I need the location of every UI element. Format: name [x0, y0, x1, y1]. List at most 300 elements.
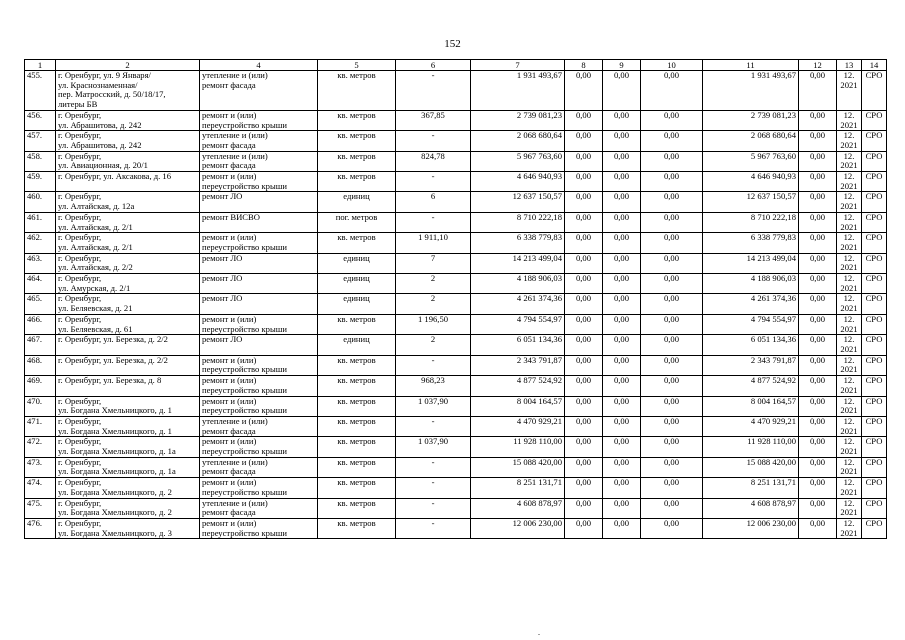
budget-region-cell: 0,00	[603, 253, 641, 273]
row-number: 466.	[25, 314, 56, 334]
total-cost-cell: 4 608 878,97	[471, 498, 565, 518]
work-type-cell-line: ремонт ВИСВО	[202, 212, 260, 222]
owners-funds-cell: 2 068 680,64	[703, 131, 799, 151]
deadline-cell-line: 2021	[840, 384, 858, 395]
address-cell	[56, 192, 200, 212]
table-row	[25, 416, 887, 436]
deadline-cell	[837, 376, 862, 396]
quantity-cell: -	[396, 71, 471, 111]
row-number: 467.	[25, 335, 56, 355]
deadline-cell-line: 12.	[843, 191, 855, 202]
total-cost-cell: 4 261 374,36	[471, 294, 565, 314]
row-number: 456.	[25, 110, 56, 130]
work-type-cell-line: ремонт ЛО	[202, 273, 243, 284]
owners-funds-cell: 4 794 554,97	[703, 314, 799, 334]
quantity-cell: -	[396, 172, 471, 192]
deadline-cell-line: 12.	[843, 477, 855, 488]
other-funds-cell: 0,00	[799, 478, 837, 498]
address-cell	[56, 233, 200, 253]
fund-cell: 0,00	[565, 151, 603, 171]
unit-cell: кв. метров	[318, 131, 396, 151]
other-funds-cell: 0,00	[799, 172, 837, 192]
deadline-cell-line: 2021	[840, 323, 858, 334]
column-number: 11	[703, 60, 799, 71]
owners-funds-cell: 1 931 493,67	[703, 71, 799, 111]
budget-region-cell: 0,00	[603, 110, 641, 130]
owners-funds-cell: 4 188 906,03	[703, 274, 799, 294]
deadline-cell	[837, 478, 862, 498]
budget-local-cell: 0,00	[641, 498, 703, 518]
owners-funds-cell: 8 004 164,57	[703, 396, 799, 416]
other-funds-cell: 0,00	[799, 416, 837, 436]
deadline-cell	[837, 172, 862, 192]
budget-local-cell: 0,00	[641, 396, 703, 416]
budget-local-cell: 0,00	[641, 110, 703, 130]
other-funds-cell: 0,00	[799, 274, 837, 294]
total-cost-cell: 2 068 680,64	[471, 131, 565, 151]
fund-cell: 0,00	[565, 71, 603, 111]
budget-region-cell: 0,00	[603, 457, 641, 477]
deadline-cell-line: 12.	[843, 396, 855, 406]
budget-region-cell: 0,00	[603, 274, 641, 294]
unit-cell: единиц	[318, 274, 396, 294]
address-cell-line: г. Оренбург,	[58, 212, 102, 222]
column-number: 7	[471, 60, 565, 71]
deadline-cell-line: 2021	[840, 425, 858, 436]
other-funds-cell: 0,00	[799, 335, 837, 355]
address-cell-line: г. Оренбург,	[58, 457, 102, 467]
address-cell-line: ул. Алтайская, д. 2/2	[58, 262, 133, 273]
method-cell: СРО	[862, 335, 887, 355]
total-cost-cell: 6 338 779,83	[471, 233, 565, 253]
deadline-cell-line: 12.	[843, 436, 855, 447]
budget-region-cell: 0,00	[603, 396, 641, 416]
total-cost-cell: 6 051 134,36	[471, 335, 565, 355]
deadline-cell-line: 2021	[840, 241, 858, 252]
work-type-cell-line: ремонт и (или)	[202, 110, 257, 120]
unit-cell: кв. метров	[318, 498, 396, 518]
deadline-cell	[837, 396, 862, 416]
table-row	[25, 233, 887, 253]
deadline-cell-line: 2021	[840, 405, 858, 416]
work-type-cell	[200, 416, 318, 436]
address-cell-line: ул. Богдана Хмельницкого, д. 1а	[58, 466, 176, 477]
page-number: 152	[444, 38, 461, 50]
work-type-cell-line: переустройство крыши	[202, 446, 287, 457]
work-type-cell-line: утепление и (или)	[202, 70, 268, 80]
address-cell	[56, 71, 200, 111]
other-funds-cell: 0,00	[799, 131, 837, 151]
row-number: 462.	[25, 233, 56, 253]
deadline-cell	[837, 416, 862, 436]
address-cell-line: г. Оренбург,	[58, 273, 102, 284]
deadline-cell-line: 12.	[843, 334, 855, 345]
address-cell-line: г. Оренбург,	[58, 314, 102, 324]
address-cell	[56, 253, 200, 273]
quantity-cell: 1 037,90	[396, 437, 471, 457]
fund-cell: 0,00	[565, 498, 603, 518]
deadline-cell-line: 2021	[840, 180, 858, 191]
owners-funds-cell: 4 877 524,92	[703, 376, 799, 396]
address-cell-line: ул. Авиационная, д. 20/1	[58, 160, 148, 171]
work-type-cell-line: ремонт и (или)	[202, 477, 257, 488]
deadline-cell-line: 12.	[843, 110, 855, 120]
deadline-cell	[837, 335, 862, 355]
work-type-cell-line: переустройство крыши	[202, 323, 287, 334]
total-cost-cell: 4 470 929,21	[471, 416, 565, 436]
row-number: 458.	[25, 151, 56, 171]
address-cell-line: г. Оренбург,	[58, 232, 102, 243]
quantity-cell: -	[396, 212, 471, 232]
row-number: 475.	[25, 498, 56, 518]
work-type-cell-line: ремонт и (или)	[202, 436, 257, 447]
budget-region-cell: 0,00	[603, 437, 641, 457]
fund-cell: 0,00	[565, 396, 603, 416]
unit-cell: единиц	[318, 294, 396, 314]
budget-local-cell: 0,00	[641, 172, 703, 192]
budget-region-cell: 0,00	[603, 314, 641, 334]
fund-cell: 0,00	[565, 274, 603, 294]
other-funds-cell: 0,00	[799, 71, 837, 111]
owners-funds-cell: 8 251 131,71	[703, 478, 799, 498]
owners-funds-cell: 15 088 420,00	[703, 457, 799, 477]
address-cell-line: г. Оренбург,	[58, 293, 102, 304]
method-cell: СРО	[862, 274, 887, 294]
other-funds-cell: 0,00	[799, 376, 837, 396]
work-type-cell	[200, 396, 318, 416]
unit-cell: кв. метров	[318, 233, 396, 253]
method-cell: СРО	[862, 192, 887, 212]
budget-local-cell: 0,00	[641, 71, 703, 111]
table-row	[25, 335, 887, 355]
fund-cell: 0,00	[565, 172, 603, 192]
address-cell-line: ул. Краснознаменная/	[58, 79, 138, 90]
deadline-cell	[837, 437, 862, 457]
work-type-cell-line: ремонт ЛО	[202, 253, 243, 263]
work-type-cell-line: утепление и (или)	[202, 498, 268, 508]
quantity-cell: 2	[396, 294, 471, 314]
budget-local-cell: 0,00	[641, 294, 703, 314]
deadline-cell-line: 12.	[843, 273, 855, 284]
work-type-cell-line: ремонт и (или)	[202, 171, 257, 182]
unit-cell: кв. метров	[318, 457, 396, 477]
budget-local-cell: 0,00	[641, 314, 703, 334]
table-row	[25, 274, 887, 294]
quantity-cell: 824,78	[396, 151, 471, 171]
unit-cell: кв. метров	[318, 478, 396, 498]
table-row	[25, 253, 887, 273]
work-type-cell-line: переустройство крыши	[202, 405, 287, 416]
row-number: 461.	[25, 212, 56, 232]
work-type-cell-line: ремонт фасада	[202, 425, 256, 436]
deadline-cell	[837, 294, 862, 314]
work-type-cell	[200, 110, 318, 130]
owners-funds-cell: 2 739 081,23	[703, 110, 799, 130]
unit-cell: кв. метров	[318, 172, 396, 192]
address-cell-line: ул. Богдана Хмельницкого, д. 1	[58, 405, 172, 416]
address-cell-line: г. Оренбург,	[58, 253, 102, 263]
table-row	[25, 478, 887, 498]
address-cell	[56, 294, 200, 314]
address-cell-line: г. Оренбург,	[58, 396, 102, 406]
address-cell-line: ул. Абрашитова, д. 242	[58, 139, 142, 150]
quantity-cell: -	[396, 457, 471, 477]
method-cell: СРО	[862, 151, 887, 171]
address-cell-line: г. Оренбург,	[58, 477, 102, 488]
work-type-cell-line: утепление и (или)	[202, 151, 268, 161]
deadline-cell	[837, 192, 862, 212]
column-number: 10	[641, 60, 703, 71]
fund-cell: 0,00	[565, 131, 603, 151]
table-body	[25, 60, 887, 539]
deadline-cell	[837, 457, 862, 477]
work-type-cell	[200, 457, 318, 477]
budget-local-cell: 0,00	[641, 457, 703, 477]
total-cost-cell: 12 637 150,57	[471, 192, 565, 212]
quantity-cell: 6	[396, 192, 471, 212]
column-number: 9	[603, 60, 641, 71]
quantity-cell: 1 911,10	[396, 233, 471, 253]
address-cell-line: ул. Богдана Хмельницкого, д. 2	[58, 486, 172, 497]
owners-funds-cell: 14 213 499,04	[703, 253, 799, 273]
column-number: 8	[565, 60, 603, 71]
deadline-cell-line: 2021	[840, 466, 858, 477]
budget-local-cell: 0,00	[641, 233, 703, 253]
table-row	[25, 294, 887, 314]
quantity-cell: 7	[396, 253, 471, 273]
work-type-cell	[200, 253, 318, 273]
work-type-cell	[200, 212, 318, 232]
deadline-cell-line: 2021	[840, 139, 858, 150]
fund-cell: 0,00	[565, 335, 603, 355]
unit-cell: кв. метров	[318, 355, 396, 375]
method-cell: СРО	[862, 437, 887, 457]
deadline-cell-line: 12.	[843, 416, 855, 426]
owners-funds-cell: 8 710 222,18	[703, 212, 799, 232]
unit-cell: единиц	[318, 192, 396, 212]
table-row	[25, 110, 887, 130]
row-number: 457.	[25, 131, 56, 151]
work-type-cell-line: переустройство крыши	[202, 180, 287, 191]
deadline-cell-line: 2021	[840, 119, 858, 130]
budget-region-cell: 0,00	[603, 518, 641, 538]
table-row	[25, 131, 887, 151]
capital-repair-table	[24, 59, 887, 539]
address-cell	[56, 314, 200, 334]
deadline-cell	[837, 71, 862, 111]
table-row	[25, 376, 887, 396]
table-row	[25, 457, 887, 477]
quantity-cell: -	[396, 478, 471, 498]
fund-cell: 0,00	[565, 212, 603, 232]
method-cell: СРО	[862, 498, 887, 518]
deadline-cell-line: 2021	[840, 527, 858, 538]
quantity-cell: 1 196,50	[396, 314, 471, 334]
work-type-cell	[200, 314, 318, 334]
address-cell	[56, 437, 200, 457]
address-cell-line: ул. Беляевская, д. 21	[58, 303, 133, 314]
address-cell-line: г. Оренбург,	[58, 498, 102, 508]
unit-cell: кв. метров	[318, 416, 396, 436]
row-number: 474.	[25, 478, 56, 498]
address-cell	[56, 151, 200, 171]
column-number: 6	[396, 60, 471, 71]
address-cell	[56, 110, 200, 130]
unit-cell: кв. метров	[318, 396, 396, 416]
work-type-cell-line: ремонт фасада	[202, 160, 256, 171]
address-cell-line: г. Оренбург, ул. Березка, д. 2/2	[58, 334, 168, 345]
other-funds-cell: 0,00	[799, 437, 837, 457]
method-cell: СРО	[862, 396, 887, 416]
deadline-cell-line: 2021	[840, 343, 858, 354]
deadline-cell-line: 12.	[843, 130, 855, 141]
owners-funds-cell: 6 051 134,36	[703, 335, 799, 355]
work-type-cell-line: переустройство крыши	[202, 364, 287, 375]
total-cost-cell: 1 931 493,67	[471, 71, 565, 111]
address-cell-line: г. Оренбург,	[58, 110, 102, 120]
unit-cell: единиц	[318, 335, 396, 355]
work-type-cell-line: ремонт и (или)	[202, 518, 257, 528]
work-type-cell	[200, 131, 318, 151]
table-row	[25, 437, 887, 457]
quantity-cell: 2	[396, 274, 471, 294]
quantity-cell: 1 037,90	[396, 396, 471, 416]
address-cell-line: ул. Амурская, д. 2/1	[58, 282, 131, 293]
owners-funds-cell: 6 338 779,83	[703, 233, 799, 253]
budget-region-cell: 0,00	[603, 498, 641, 518]
quantity-cell: 968,23	[396, 376, 471, 396]
deadline-cell-line: 2021	[840, 262, 858, 273]
row-number: 463.	[25, 253, 56, 273]
address-cell-line: г. Оренбург, ул. 9 Января/	[58, 70, 151, 80]
work-type-cell-line: переустройство крыши	[202, 384, 287, 395]
deadline-cell-line: 2021	[840, 303, 858, 314]
address-cell	[56, 498, 200, 518]
other-funds-cell: 0,00	[799, 151, 837, 171]
deadline-cell-line: 12.	[843, 314, 855, 324]
address-cell-line: ул. Богдана Хмельницкого, д. 1	[58, 425, 172, 436]
other-funds-cell: 0,00	[799, 457, 837, 477]
deadline-cell-line: 2021	[840, 160, 858, 171]
method-cell: СРО	[862, 212, 887, 232]
deadline-cell-line: 12.	[843, 253, 855, 263]
row-number: 472.	[25, 437, 56, 457]
unit-cell: кв. метров	[318, 314, 396, 334]
method-cell: СРО	[862, 71, 887, 111]
deadline-cell-line: 2021	[840, 221, 858, 232]
column-number: 1	[25, 60, 56, 71]
deadline-cell-line: 2021	[840, 446, 858, 457]
address-cell-line: ул. Богдана Хмельницкого, д. 3	[58, 527, 172, 538]
total-cost-cell: 4 794 554,97	[471, 314, 565, 334]
budget-local-cell: 0,00	[641, 253, 703, 273]
quantity-cell: -	[396, 518, 471, 538]
address-cell-line: г. Оренбург,	[58, 130, 102, 141]
quantity-cell: 2	[396, 335, 471, 355]
address-cell	[56, 172, 200, 192]
budget-region-cell: 0,00	[603, 212, 641, 232]
budget-local-cell: 0,00	[641, 335, 703, 355]
work-type-cell-line: ремонт фасада	[202, 507, 256, 518]
address-cell-line: литеры БВ	[58, 99, 98, 110]
owners-funds-cell: 5 967 763,60	[703, 151, 799, 171]
row-number: 465.	[25, 294, 56, 314]
total-cost-cell: 8 710 222,18	[471, 212, 565, 232]
deadline-cell-line: 2021	[840, 201, 858, 212]
budget-local-cell: 0,00	[641, 131, 703, 151]
method-cell: СРО	[862, 416, 887, 436]
row-number: 459.	[25, 172, 56, 192]
deadline-cell	[837, 233, 862, 253]
row-number: 468.	[25, 355, 56, 375]
deadline-cell	[837, 355, 862, 375]
total-cost-cell: 2 343 791,87	[471, 355, 565, 375]
address-cell-line: г. Оренбург,	[58, 436, 102, 447]
budget-local-cell: 0,00	[641, 437, 703, 457]
table-row	[25, 355, 887, 375]
other-funds-cell: 0,00	[799, 355, 837, 375]
deadline-cell-line: 12.	[843, 457, 855, 467]
owners-funds-cell: 4 646 940,93	[703, 172, 799, 192]
owners-funds-cell: 4 470 929,21	[703, 416, 799, 436]
work-type-cell-line: ремонт и (или)	[202, 355, 257, 365]
deadline-cell-line: 2021	[840, 507, 858, 518]
fund-cell: 0,00	[565, 518, 603, 538]
budget-local-cell: 0,00	[641, 416, 703, 436]
unit-cell: кв. метров	[318, 110, 396, 130]
row-number: 460.	[25, 192, 56, 212]
budget-local-cell: 0,00	[641, 212, 703, 232]
fund-cell: 0,00	[565, 253, 603, 273]
work-type-cell	[200, 335, 318, 355]
budget-local-cell: 0,00	[641, 376, 703, 396]
work-type-cell-line: ремонт и (или)	[202, 375, 257, 386]
deadline-cell	[837, 314, 862, 334]
deadline-cell-line: 2021	[840, 364, 858, 375]
deadline-cell	[837, 274, 862, 294]
address-cell	[56, 376, 200, 396]
owners-funds-cell: 4 608 878,97	[703, 498, 799, 518]
work-type-cell-line: ремонт фасада	[202, 79, 256, 90]
table-row	[25, 172, 887, 192]
method-cell: СРО	[862, 131, 887, 151]
work-type-cell-line: ремонт фасада	[202, 466, 256, 477]
fund-cell: 0,00	[565, 376, 603, 396]
budget-region-cell: 0,00	[603, 151, 641, 171]
address-cell	[56, 335, 200, 355]
address-cell-line: ул. Алтайская, д. 12а	[58, 201, 135, 212]
total-cost-cell: 11 928 110,00	[471, 437, 565, 457]
owners-funds-cell: 12 637 150,57	[703, 192, 799, 212]
total-cost-cell: 5 967 763,60	[471, 151, 565, 171]
column-number: 14	[862, 60, 887, 71]
other-funds-cell: 0,00	[799, 518, 837, 538]
work-type-cell	[200, 233, 318, 253]
fund-cell: 0,00	[565, 478, 603, 498]
other-funds-cell: 0,00	[799, 253, 837, 273]
deadline-cell-line: 2021	[840, 79, 858, 90]
budget-region-cell: 0,00	[603, 71, 641, 111]
work-type-cell-line: ремонт и (или)	[202, 396, 257, 406]
work-type-cell-line: ремонт ЛО	[202, 334, 243, 345]
row-number: 473.	[25, 457, 56, 477]
unit-cell: пог. метров	[318, 212, 396, 232]
fund-cell: 0,00	[565, 416, 603, 436]
total-cost-cell: 2 739 081,23	[471, 110, 565, 130]
deadline-cell	[837, 212, 862, 232]
method-cell: СРО	[862, 478, 887, 498]
work-type-cell	[200, 518, 318, 538]
